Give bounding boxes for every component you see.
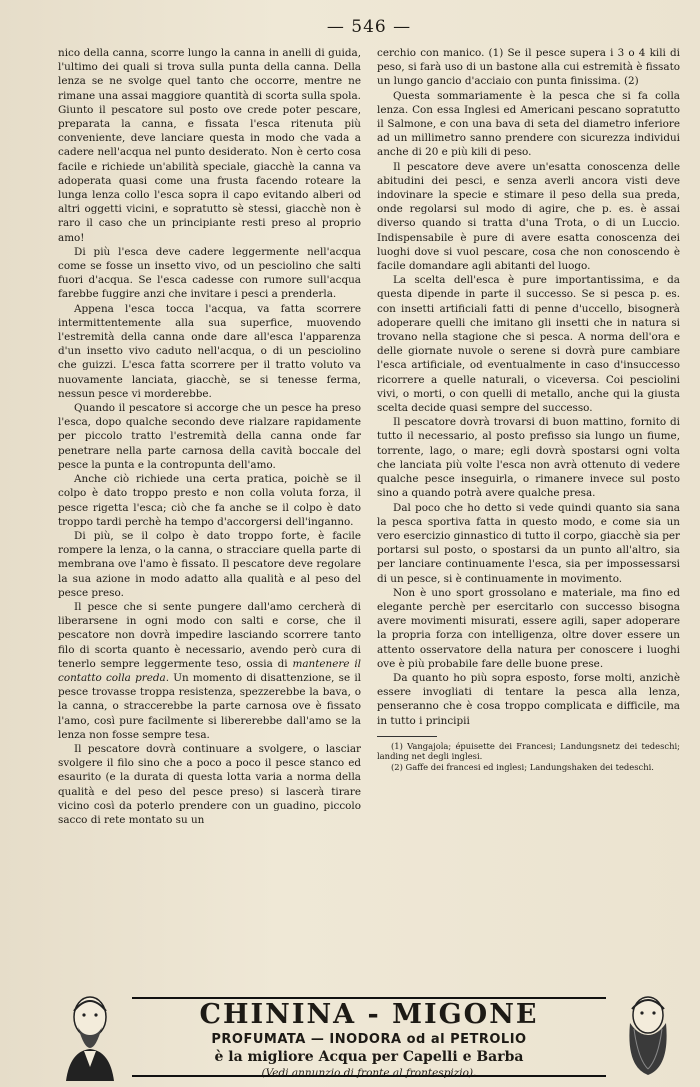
ad-title: CHININA - MIGONE xyxy=(199,999,539,1030)
advertisement xyxy=(58,985,680,1085)
paragraph: Il pescatore deve avere un'esatta conoscenza delle abitudini dei pesci, e senza averli ancora visti deve indovinare la specie e stimare il peso della sua preda, onde regolarsi sul modo di agire, che p. es. è assai diverso quando si tratta d'una Trota, o di un Luccio. Indispensabile è pure di avere esatta conoscenza dei luoghi dove si vuol pescare, cosa che non conoscendo è facile domandare agli abitanti del luogo. xyxy=(377,160,680,273)
paragraph: Appena l'esca tocca l'acqua, va fatta scorrere intermittentemente alla sua superfice, muovendo l'estremità della canna onde dare all'esca l'apparenza d'un insetto vivo caduto nell'acqua, o di un pesciolino che guizzi. L'esca fatta scorrere per il tratto voluto va nuovamente lanciata, giacchè, se si tenesse ferma, nessun pesce vi morderebbe. xyxy=(58,302,361,400)
paragraph-text: Il pesce che si sente pungere dall'amo cercherà di liberarsene in ogni modo con salti e corse, che il pescatore non dovrà impedire lasciando scorrere tanto filo di scorta quanto è necessario, avendo però cura di tenerlo sempre leggermente teso, ossia di xyxy=(58,600,361,670)
paragraph: Non è uno sport grossolano e materiale, ma fino ed elegante perchè per esercitarlo con successo bisogna avere movimenti misurati, essere agili, saper adoperare la propria forza con intelligenza, oltre dover essere un attento osservatore della natura per conoscere i luoghi ove è più probabile fare delle buone prese. xyxy=(377,586,680,670)
text-columns xyxy=(58,46,680,827)
paragraph: Di più, se il colpo è dato troppo forte, è facile rompere la lenza, o la canna, o stracciare quella parte di membrana ove l'amo è fissato. Il pescatore deve regolare la sua azione in modo adatto alla qualità e al peso del pesce preso. xyxy=(58,529,361,599)
ad-subtitle: PROFUMATA — INODORA od al PETROLIO xyxy=(211,1032,527,1047)
paragraph: Il pescatore dovrà continuare a svolgere, o lasciar svolgere il filo sino che a poco a poco il pesce stanco ed esaurito (e la durata di questa lotta varia a norma della qualità e del peso del pesce preso) si lascerà tirare vicino così da poterlo prendere con un guadino, piccolo sacco di rete montato su un xyxy=(58,742,361,826)
right-column xyxy=(377,46,680,827)
paragraph: Dal poco che ho detto si vede quindi quanto sia sana la pesca sportiva fatta in questo modo, e come sia un vero esercizio ginnastico di tutto il corpo, giacchè sia per portarsi sul posto, o spostarsi da un punto all'altro, sia per lanciare continuamente l'esca, sia per impossessarsi di un pesce, si è continuamente in movimento. xyxy=(377,501,680,585)
paragraph-text: . Un momento di disattenzione, se il pesce trovasse troppa resistenza, spezzerebbe la bava, o la canna, o straccerebbe la parte carnosa ove è fissato l'amo, così pure facilmente si libererebbe dall'amo se la lenza non fosse sempre tesa. xyxy=(58,671,361,741)
paragraph: Anche ciò richiede una certa pratica, poichè se il colpo è dato troppo presto e non colla voluta forza, il pesce rigetta l'esca; ciò che fa anche se il colpo è dato troppo tardi perchè ha tempo d'accorgersi dell'inganno. xyxy=(58,473,361,528)
paragraph: Da quanto ho più sopra esposto, forse molti, anzichè essere invogliati di tentare la pesca alla lenza, penseranno che è cosa troppo complicata e difficile, ma in tutto i principii xyxy=(377,671,680,727)
paragraph: Di più l'esca deve cadere leggermente nell'acqua come se fosse un insetto vivo, od un pesciolino che salti fuori d'acqua. Se l'esca cadesse con rumore sull'acqua farebbe fuggire anzi che invitare i pesci a prenderla. xyxy=(58,245,361,301)
paragraph: La scelta dell'esca è pure importantissima, e da questa dipende in parte il successo. Se si pesca p. es. con insetti artificiali fatti di penne d'uccello, bisognerà adoperare quelli che imitano gli insetti che in natura si trovano nella stagione che si pesca. A norma dell'ora e delle giornate nuvole o serene si dovrà pure cambiare l'esca artificiale, od eventualmente in caso d'insuccesso ricorrere a quelle naturali, o viceversa. Coi pesciolini vivi, o morti, o con quelli di metallo, anche qui la giusta scelta decide quasi sempre del successo. xyxy=(377,274,680,415)
footnotes xyxy=(377,741,680,772)
footnote: (1) Vangajola; épuisette dei Francesi; Landungsnetz dei tedeschi; landing net degli inglesi. xyxy=(377,740,680,762)
paragraph: Quando il pescatore si accorge che un pesce ha preso l'esca, dopo qualche secondo deve rialzare rapidamente per piccolo tratto l'estremità della canna onde far penetrare nella parte carnosa della cavità boccale del pesce la punta e la contropunta dell'amo. xyxy=(58,402,361,471)
ad-tagline: è la migliore Acqua per Capelli e Barba xyxy=(214,1049,524,1065)
paragraph: Questa sommariamente è la pesca che si fa colla lenza. Con essa Inglesi ed Americani pescano sopratutto il Salmone, e con una bava di seta del diametro inferiore ad un millimetro sanno prendere con sicurezza individui anche di 20 e più kili di peso. xyxy=(377,89,680,159)
footnote: (2) Gaffe dei francesi ed inglesi; Landungshaken dei tedeschi. xyxy=(391,761,654,772)
left-column xyxy=(58,46,361,827)
footnote-divider xyxy=(377,736,437,737)
paragraph: Il pescatore dovrà trovarsi di buon mattino, fornito di tutto il necessario, al posto prefisso sia lungo un fiume, torrente, lago, o mare; egli dovrà spostarsi ogni volta che lanciata più volte l'esca non avrà ottenuto di vedere qualche pesce inseguirla, o rimanere invece sul posto sino a quando potrà avere qualche presa. xyxy=(377,416,680,500)
paragraph: nico della canna, scorre lungo la canna in anelli di guida, l'ultimo dei quali si trova sulla punta della canna. Della lenza se ne svolge quel tanto che occorre, mentre ne rimane una assai maggiore quantità di scorta sulla spola. Giunto il pescatore sul posto ove crede poter pescare, preparata la canna, e fissata l'esca ritenuta più conveniente, deve lanciare questa in modo che vada a cadere nell'acqua nel punto desiderato. Non è certo cosa facile e richiede un'abilità speciale, giacchè la canna va adoperata quasi come una frusta facendo roteare la lunga lenza collo l'esca sopra il capo evitando alberi od altri oggetti vicini, e sopratutto sè stessi, giacchè non è raro il caso che un principiante resti preso al proprio amo! xyxy=(58,47,361,244)
page-number: — 546 — xyxy=(326,17,412,37)
paragraph xyxy=(58,600,361,742)
italic-phrase: mantenere il contatto colla preda xyxy=(58,657,361,684)
ad-note: (Vedi annunzio di fronte al frontespizio). xyxy=(261,1067,477,1079)
paragraph: cerchio con manico. (1) Se il pesce supera i 3 o 4 kili di peso, si farà uso di un bastone alla cui estremità è fissato un lungo gancio d'acciaio con punta finissima. (2) xyxy=(377,47,680,88)
